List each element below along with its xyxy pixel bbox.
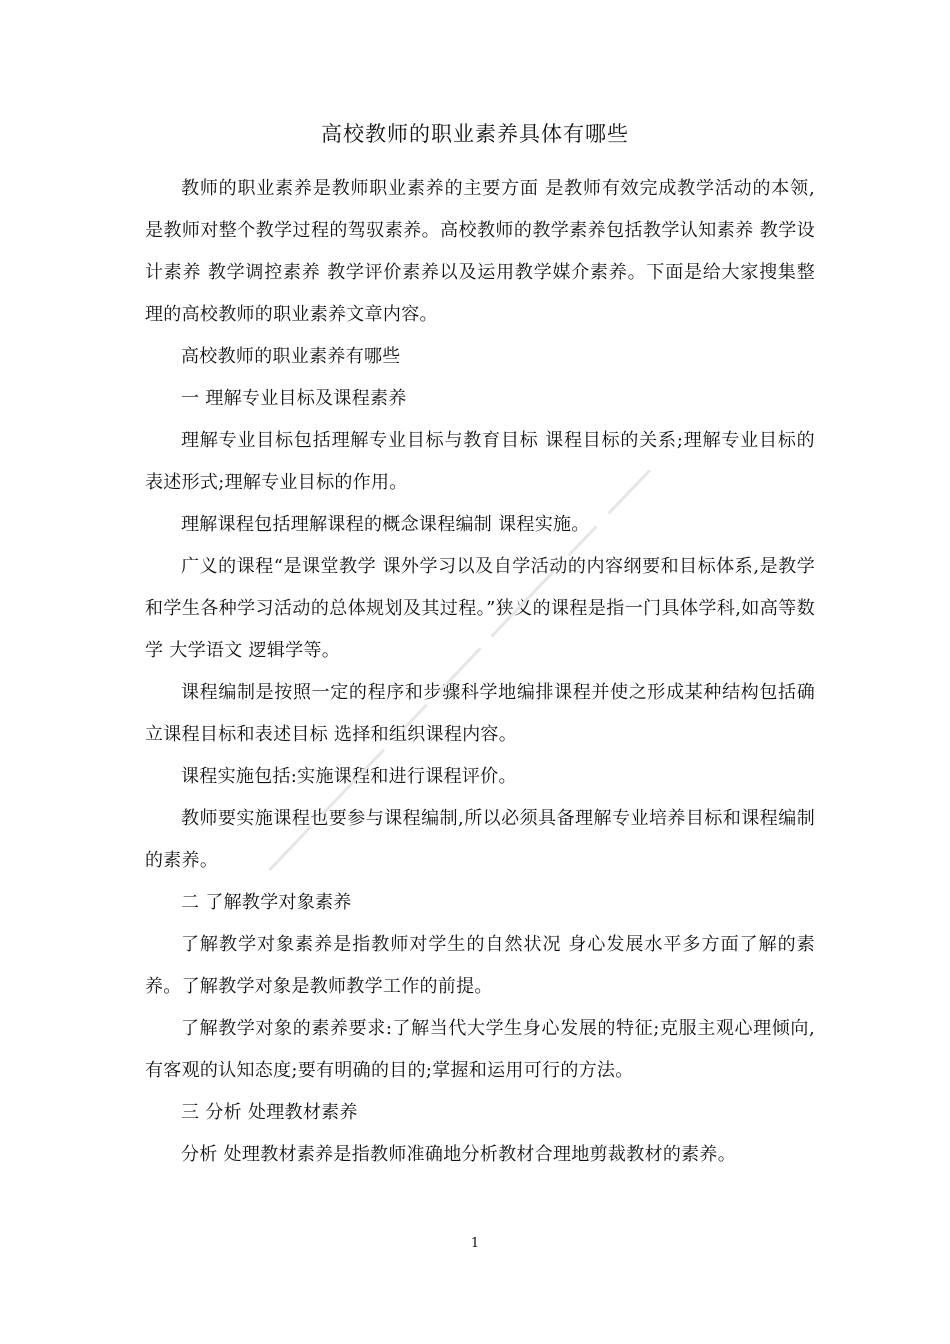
paragraph: 课程实施包括:实施课程和进行课程评价。 [181,766,517,787]
page-number: 1 [470,1236,480,1251]
document-body [145,168,815,1176]
paragraph: 了解教学对象的素养要求:了解当代大学生身心发展的特征;克服主观心理倾向,有客观的认知态度;要有明确的目的;掌握和运用可行的方法。 [145,1018,815,1081]
subsection-heading-1: 一 理解专业目标及课程素养 [181,388,407,409]
paragraph: 分析 处理教材素养是指教师准确地分析教材合理地剪裁教材的素养。 [181,1144,737,1165]
paragraph: 教师要实施课程也要参与课程编制,所以必须具备理解专业培养目标和课程编制的素养。 [145,808,815,871]
paragraph-intro: 教师的职业素养是教师职业素养的主要方面 是教师有效完成教学活动的本领,是教师对整个教学过程的驾驭素养。高校教师的教学素养包括教学认知素养 教学设计素养 教学调控素养 教学评价素养以及运用教学媒介素养。下面是给大家搜集整理的高校教师的职业素养文章内容。 [145,178,815,325]
paragraph: 广义的课程“是课堂教学 课外学习以及自学活动的内容纲要和目标体系,是教学和学生各种学习活动的总体规划及其过程。”狭义的课程是指一门具体学科,如高等数学 大学语文 逻辑学等。 [145,556,815,661]
paragraph: 理解专业目标包括理解专业目标与教育目标 课程目标的关系;理解专业目标的表述形式;理解专业目标的作用。 [145,430,815,493]
subsection-heading-2: 二 了解教学对象素养 [181,892,352,913]
section-heading: 高校教师的职业素养有哪些 [181,346,401,367]
paragraph: 课程编制是按照一定的程序和步骤科学地编排课程并使之形成某种结构包括确立课程目标和表述目标 选择和组织课程内容。 [145,682,815,745]
paragraph: 理解课程包括理解课程的概念课程编制 课程实施。 [181,514,590,535]
document-title: 高校教师的职业素养具体有哪些 [321,122,629,146]
paragraph: 了解教学对象素养是指教师对学生的自然状况 身心发展水平多方面了解的素养。了解教学对象是教师教学工作的前提。 [145,934,815,997]
subsection-heading-3: 三 分析 处理教材素养 [181,1102,358,1123]
